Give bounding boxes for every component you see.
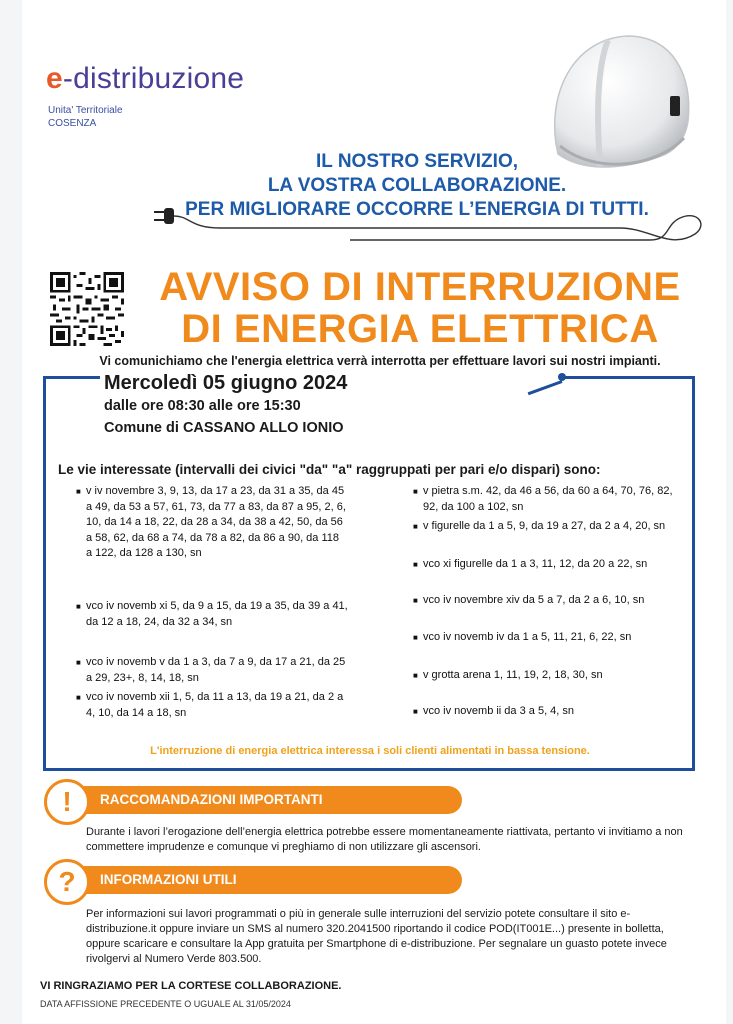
exclamation-icon: ! [44,779,90,825]
interruption-hours: dalle ore 08:30 alle ore 15:30 [104,398,301,414]
street-text: vco xi figurelle da 1 a 3, 11, 12, da 20 a 22, sn [423,558,648,570]
slogan-line-3: PER MIGLIORARE OCCORRE L’ENERGIA DI TUTTI. [185,199,649,220]
street-item: ■ v iv novembre 3, 9, 13, da 17 a 23, da 31 a 35, da 45 a 49, da 53 a 57, 61, 73, da 77 a 83, da 87 a 95, 2, 6, 10, da 14 a 18, 22, da 28 a 34, da 38 a 42, 50, da 56 a 58, 62, da 68 a 74, da 78 a 82, da 86 a 90, da 118 a 122, da 128 a 130, sn [76,485,346,559]
unit-label: Unita' Territoriale [48,105,123,116]
logo-text: -distribuzione [62,62,245,95]
street-text: vco iv novemb iv da 1 a 5, 11, 21, 6, 22, sn [423,631,632,643]
street-text: vco iv novemb ii da 3 a 5, 4, sn [423,705,575,717]
logo-e: e [46,62,63,95]
street-text: vco iv novemb xi 5, da 9 a 15, da 19 a 35, da 39 a 41, da 12 a 18, 24, da 32 a 34, sn [86,600,348,628]
title-line-1: AVVISO DI INTERRUZIONE [159,265,681,309]
e-distribuzione-logo [46,62,244,96]
street-item: ■ vco iv novembre xiv da 5 a 7, da 2 a 6, 10, sn [413,594,645,606]
street-text: vco iv novembre xiv da 5 a 7, da 2 a 6, 10, sn [423,594,645,606]
plug-cable-icon [150,200,710,250]
street-item: ■ vco iv novemb v da 1 a 3, da 7 a 9, da 17 a 21, da 25 a 29, 23+, 8, 14, 18, sn [76,656,346,684]
question-icon: ? [44,859,90,905]
street-item: ■ vco iv novemb xi 5, da 9 a 15, da 19 a 35, da 39 a 41, da 12 a 18, 24, da 32 a 34, sn [76,600,348,628]
box-border-dot [558,373,566,381]
thanks-text: VI RINGRAZIAMO PER LA CORTESE COLLABORAZIONE. [40,980,342,992]
street-text: v pietra s.m. 42, da 46 a 56, da 60 a 64, 70, 76, 82, 92, da 100 a 102, sn [423,485,673,513]
low-voltage-note: L'interruzione di energia elettrica interessa i soli clienti alimentati in bassa tensione. [150,745,590,757]
street-item: ■ v figurelle da 1 a 5, 9, da 19 a 27, da 2 a 4, 20, sn [413,520,666,532]
info-title: INFORMAZIONI UTILI [100,872,237,887]
info-text: Per informazioni sui lavori programmati o più in generale sulle interruzioni del servizio potete consultare il sito e-distribuzione.it oppure inviare un SMS al numero 320.2041500 riportando il codice POD(IT001E...) presente in bolletta, oppure scaricare e consultare la App gratuita per Smartphone di e-distribuzione. Per segnalare un guasto potete invece rivolgervi al Numero Verde 803.500. [86,908,667,965]
street-text: vco iv novemb xii 1, 5, da 11 a 13, da 19 a 21, da 2 a 4, 10, da 14 a 18, sn [86,691,344,719]
street-item: ■ vco iv novemb xii 1, 5, da 11 a 13, da 19 a 21, da 2 a 4, 10, da 14 a 18, sn [76,691,344,719]
street-item: ■ v grotta arena 1, 11, 19, 2, 18, 30, sn [413,669,603,681]
box-border-segment [43,376,100,379]
qr-code [50,272,124,346]
interruption-comune: Comune di CASSANO ALLO IONIO [104,420,344,436]
streets-heading: Le vie interessate (intervalli dei civici "da" "a" raggruppati per pari e/o dispari) sono: [58,462,601,477]
unit-city: COSENZA [48,118,97,129]
interruption-date: Mercoledì 05 giugno 2024 [104,372,348,394]
territorial-unit [48,104,123,130]
street-item: ■ vco xi figurelle da 1 a 3, 11, 12, da 20 a 22, sn [413,558,648,570]
notice-title [130,266,710,350]
street-item: ■ vco iv novemb iv da 1 a 5, 11, 21, 6, 22, sn [413,631,632,643]
street-text: vco iv novemb v da 1 a 3, da 7 a 9, da 17 a 21, da 25 a 29, 23+, 8, 14, 18, sn [86,656,346,684]
box-border-segment [560,376,692,379]
slogan-line-2: LA VOSTRA COLLABORAZIONE. [267,175,567,196]
slogan-line-1: IL NOSTRO SERVIZIO, [316,151,518,172]
recommendations-title: RACCOMANDAZIONI IMPORTANTI [100,792,323,807]
recommendations-text: Durante i lavori l’erogazione dell’energia elettrica potrebbe essere momentaneamente riattivata, pertanto vi invitiamo a non commettere imprudenze e comunque vi preghiamo di non utilizzare gli ascensori. [86,826,683,853]
info-header [82,866,462,894]
title-line-2: DI ENERGIA ELETTRICA [181,307,659,351]
posting-date: DATA AFFISSIONE PRECEDENTE O UGUALE AL 31/05/2024 [40,999,291,1009]
street-text: v figurelle da 1 a 5, 9, da 19 a 27, da 2 a 4, 20, sn [423,520,666,532]
street-text: v iv novembre 3, 9, 13, da 17 a 23, da 31 a 35, da 45 a 49, da 53 a 57, 61, 73, da 77 a 83, da 87 a 95, 2, 6, 10, da 14 a 18, 22, da 28 a 34, da 38 a 42, 50, da 56 a 58, 62, da 68 a 74, da 78 a 82, da 86 a 90, da 118 a 122, da 128 a 130, sn [86,485,346,559]
street-item: ■ v pietra s.m. 42, da 46 a 56, da 60 a 64, 70, 76, 82, 92, da 100 a 102, sn [413,485,673,513]
recommendations-header [82,786,462,814]
street-item: ■ vco iv novemb ii da 3 a 5, 4, sn [413,705,575,717]
street-text: v grotta arena 1, 11, 19, 2, 18, 30, sn [423,669,603,681]
intro-text: Vi comunichiamo che l'energia elettrica verrà interrotta per effettuare lavori sui nostri impianti. [99,354,661,368]
